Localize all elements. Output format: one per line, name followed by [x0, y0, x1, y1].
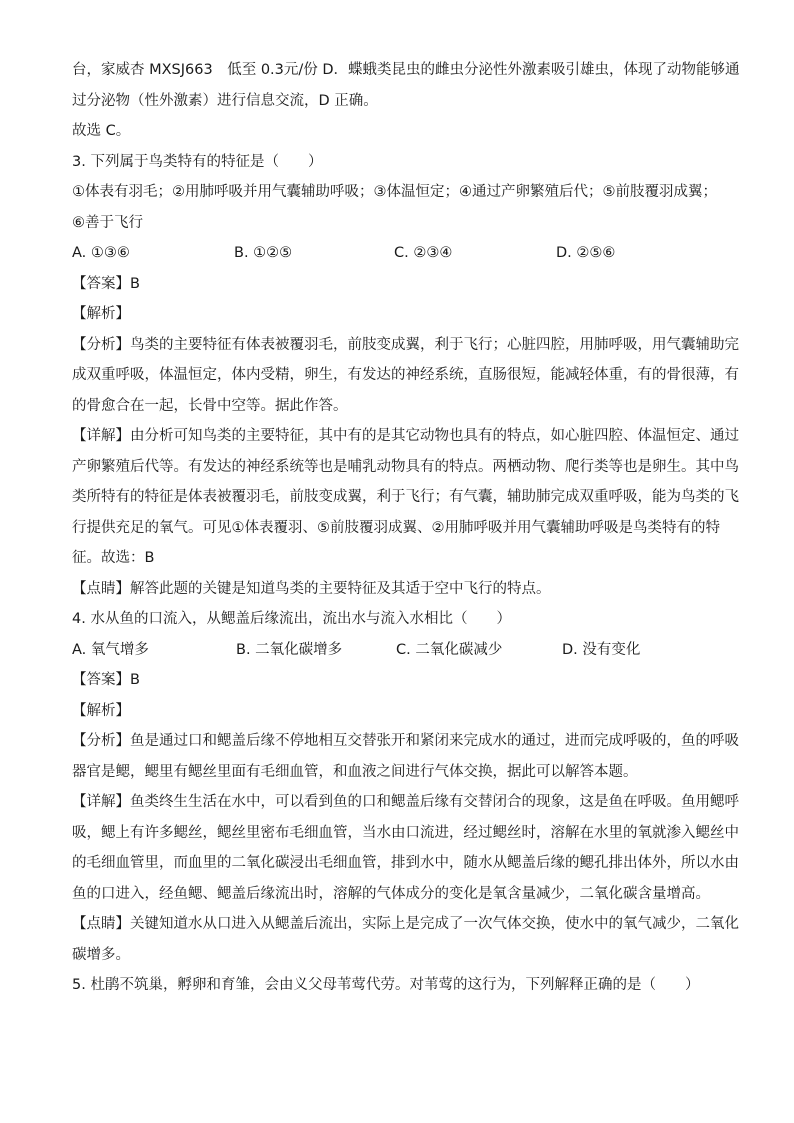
- option-d: D. 没有变化: [562, 641, 641, 658]
- option-a: A. ①③⑥: [72, 245, 130, 261]
- question-3-items: ⑥善于飞行: [72, 214, 143, 231]
- analysis-text: 成双重呼吸，体温恒定，体内受精，卵生，有发达的神经系统，直肠很短，能减轻体重，有的骨很薄，有: [72, 367, 739, 383]
- analysis-text: 【分析】鱼是通过口和鳃盖后缘不停地相互交替张开和紧闭来完成水的通过，进而完成呼吸的，鱼的呼吸: [72, 733, 739, 749]
- detail-text: 征。故选：B: [72, 550, 155, 566]
- option-d: D. ②⑤⑥: [556, 245, 616, 261]
- detail-text: 【详解】由分析可知鸟类的主要特征，其中有的是其它动物也具有的特点，如心脏四腔、体温恒定、通过: [72, 428, 739, 444]
- analysis-text: 器官是鳃，鳃里有鳃丝里面有毛细血管，和血液之间进行气体交换，据此可以解答本题。: [72, 763, 638, 780]
- document-page: [72, 62, 740, 993]
- text-line: 过分泌物（性外激素）进行信息交流，D 正确。: [72, 92, 378, 109]
- detail-text: 【详解】鱼类终生生活在水中，可以看到鱼的口和鳃盖后缘有交替闭合的现象，这是鱼在呼吸。鱼用鳃呼: [72, 794, 739, 810]
- option-c: C. 二氧化碳减少: [396, 641, 503, 658]
- analysis-text: 【分析】鸟类的主要特征有体表被覆羽毛，前肢变成翼，利于飞行；心脏四腔，用肺呼吸，用气囊辅助完: [72, 336, 739, 353]
- question-3-items: ①体表有羽毛；②用肺呼吸并用气囊辅助呼吸；③体温恒定；④通过产卵繁殖后代；⑤前肢覆羽成翼；: [72, 184, 717, 200]
- analysis-heading: 【解析】: [72, 306, 130, 322]
- analysis-text: 的骨愈合在一起，长骨中空等。据此作答。: [72, 397, 348, 414]
- question-3-stem: 3. 下列属于鸟类特有的特征是（ ）: [72, 153, 323, 170]
- detail-text: 类所特有的特征是体表被覆羽毛，前肢变成翼，利于飞行；有气囊，辅助肺完成双重呼吸，能为鸟类的飞: [72, 489, 739, 505]
- comment-text: 【点睛】关键知道水从口进入从鳃盖后流出，实际上是完成了一次气体交换，使水中的氧气减少，二氧化: [72, 916, 739, 932]
- option-b: B. 二氧化碳增多: [236, 641, 343, 658]
- detail-text: 产卵繁殖后代等。有发达的神经系统等也是哺乳动物具有的特点。两栖动物、爬行类等也是卵生。其中鸟: [72, 458, 739, 475]
- detail-text: 鱼的口进入，经鱼鳃、鳃盖后缘流出时，溶解的气体成分的变化是氧含量减少，二氧化碳含量增高。: [72, 885, 710, 902]
- question-4-options: [72, 642, 722, 658]
- analysis-heading: 【解析】: [72, 702, 130, 719]
- option-a: A. 氧气增多: [72, 641, 149, 658]
- comment-text: 碳增多。: [72, 946, 130, 963]
- text-line: 故选 C。: [72, 123, 131, 139]
- question-5-stem: 5. 杜鹃不筑巢，孵卵和育雏，会由义父母苇莺代劳。对苇莺的这行为，下列解释正确的是（ ）: [72, 977, 700, 993]
- answer: 【答案】B: [72, 275, 140, 292]
- text-line: 台，家威杏 MXSJ663 低至 0.3元/份 D．蝶蛾类昆虫的雌虫分泌性外激素吸引雄虫，体现了动物能够通: [72, 62, 740, 78]
- option-c: C. ②③④: [394, 245, 453, 261]
- detail-text: 的毛细血管里，而血里的二氧化碳浸出毛细血管，排到水中，随水从鳃盖后缘的鳃孔排出体外，所以水由: [72, 855, 739, 871]
- question-4-stem: 4. 水从鱼的口流入，从鳃盖后缘流出，流出水与流入水相比（ ）: [72, 611, 511, 627]
- question-3-options: [72, 245, 722, 261]
- option-b: B. ①②⑤: [234, 245, 293, 261]
- detail-text: 吸，鳃上有许多鳃丝，鳃丝里密布毛细血管，当水由口流进，经过鳃丝时，溶解在水里的氧就渗入鳃丝中: [72, 824, 739, 841]
- answer: 【答案】B: [72, 672, 140, 688]
- comment-text: 【点睛】解答此题的关键是知道鸟类的主要特征及其适于空中飞行的特点。: [72, 580, 551, 597]
- detail-text: 行提供充足的氧气。可见①体表覆羽、⑤前肢覆羽成翼、②用肺呼吸并用气囊辅助呼吸是鸟类特有的特: [72, 519, 720, 536]
